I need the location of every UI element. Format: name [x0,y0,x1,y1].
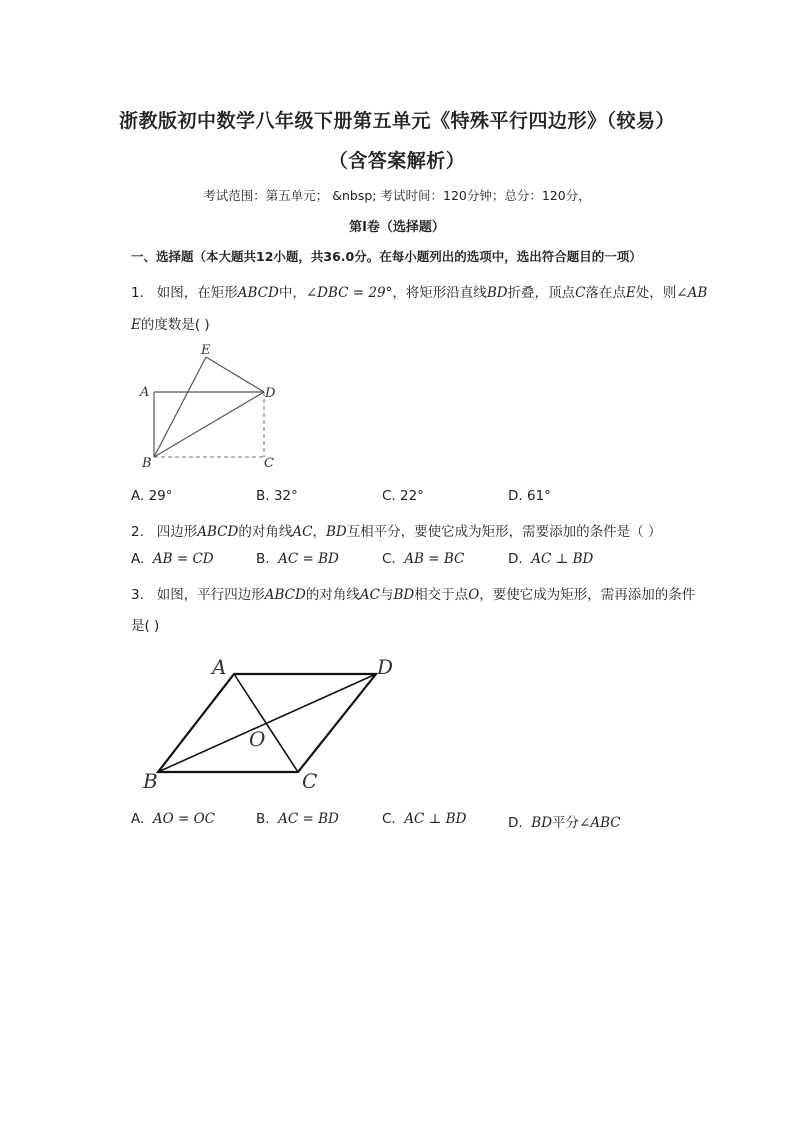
question-3-line-2: 是( ) [131,618,160,634]
option-letter: D. [508,551,523,567]
q2-option-d[interactable] [508,551,593,567]
q2-math: AC [292,524,313,540]
section-heading: 一、选择题（本大题共12小题，共36.0分。在每小题列出的选项中，选出符合题目的一项） [131,249,642,264]
q3-option-c[interactable] [382,811,466,827]
part-heading: 第I卷（选择题） [349,220,445,235]
option-letter: D. [508,815,523,831]
q1-math: E [131,317,141,333]
label-b: B [143,769,158,793]
option-letter: B. [256,551,270,567]
q3-text: 的对角线 [305,587,360,603]
q2-math: BD [325,524,347,540]
option-letter: A. [131,811,145,827]
question-1-line-1 [131,281,707,301]
q3-math: O [468,587,480,603]
question-1-number: 1. [131,285,144,301]
label-d: D [265,386,276,401]
q1-text: ，将矩形沿直线 [392,285,487,301]
option-letter: A. [131,551,145,567]
label-b: B [142,456,152,471]
q1-text: 处，则 [635,285,677,301]
q2-text: 的对角线 [238,524,293,540]
q1-option-b[interactable]: B. 32° [256,488,298,504]
diagonal-bd [158,674,376,772]
q3-text: 如图，平行四边形 [156,587,265,603]
q2-text: 互相平分，要使它成为矩形，需要添加的条件是（ ） [346,524,662,540]
option-value: AB = BC [404,551,465,567]
option-letter: B. [256,811,270,827]
label-c: C [264,456,274,471]
option-value: ∠ABC [579,815,621,831]
q1-text: 的度数是( ) [140,317,210,333]
page-subtitle: （含答案解析） [328,150,466,172]
option-value: AC ⊥ BD [404,811,467,827]
q3-math: ABCD [264,587,306,603]
q1-text: 如图，在矩形 [156,285,238,301]
question-3-line-1 [131,583,695,603]
question-2-number: 2. [131,524,144,540]
question-3-number: 3. [131,587,144,603]
q2-option-b[interactable] [256,551,339,567]
option-value: AO = OC [152,811,215,827]
q1-text: 落在点 [585,285,626,301]
option-value-text: 平分 [552,815,580,831]
q1-math: C [575,285,586,301]
option-letter: C. [382,811,396,827]
q1-text: 折叠，顶点 [507,285,576,301]
q2-math: ABCD [197,524,239,540]
q1-option-a[interactable]: A. 29° [131,488,173,504]
q2-text: ， [312,524,326,540]
option-value: AC ⊥ BD [531,551,594,567]
q3-text: ，要使它成为矩形，需再添加的条件 [479,587,696,603]
label-a: A [212,655,227,679]
q1-math: E [625,285,636,301]
label-c: C [302,769,318,793]
label-d: D [377,655,394,679]
q1-option-c[interactable]: C. 22° [382,488,424,504]
q3-text: 相交于点 [414,587,469,603]
q1-math: BD [486,285,508,301]
page-title: 浙教版初中数学八年级下册第五单元《特殊平行四边形》（较易） [118,110,675,132]
label-o: O [249,727,266,751]
q1-math: ABCD [237,285,279,301]
q1-option-d[interactable]: D. 61° [508,488,551,504]
q3-option-d[interactable] [508,811,621,831]
option-letter: C. [382,551,396,567]
q3-text: 与 [379,587,394,603]
question-2-text [131,520,661,540]
q1-math: ∠AB [676,285,708,301]
edge-ed [206,357,264,392]
q2-option-c[interactable] [382,551,464,567]
question-3-figure [138,650,408,795]
q1-math: ∠DBC = 29° [305,285,393,301]
q3-math: BD [393,587,415,603]
question-1-line-2 [131,313,210,333]
label-e: E [201,343,211,358]
q2-text: 四边形 [156,524,198,540]
q2-option-a[interactable] [131,551,214,567]
option-value: AC = BD [278,811,339,827]
exam-info: 考试范围：第五单元； &nbsp; 考试时间：120分钟；总分：120分， [203,188,591,203]
question-1-figure [130,338,290,473]
q3-option-a[interactable] [131,811,215,827]
q1-text: 中， [278,285,306,301]
option-value: AB = CD [152,551,214,567]
q3-math: AC [359,587,380,603]
label-a: A [140,385,150,400]
option-value: AC = BD [278,551,339,567]
q3-option-b[interactable] [256,811,339,827]
option-value: BD [531,815,553,831]
